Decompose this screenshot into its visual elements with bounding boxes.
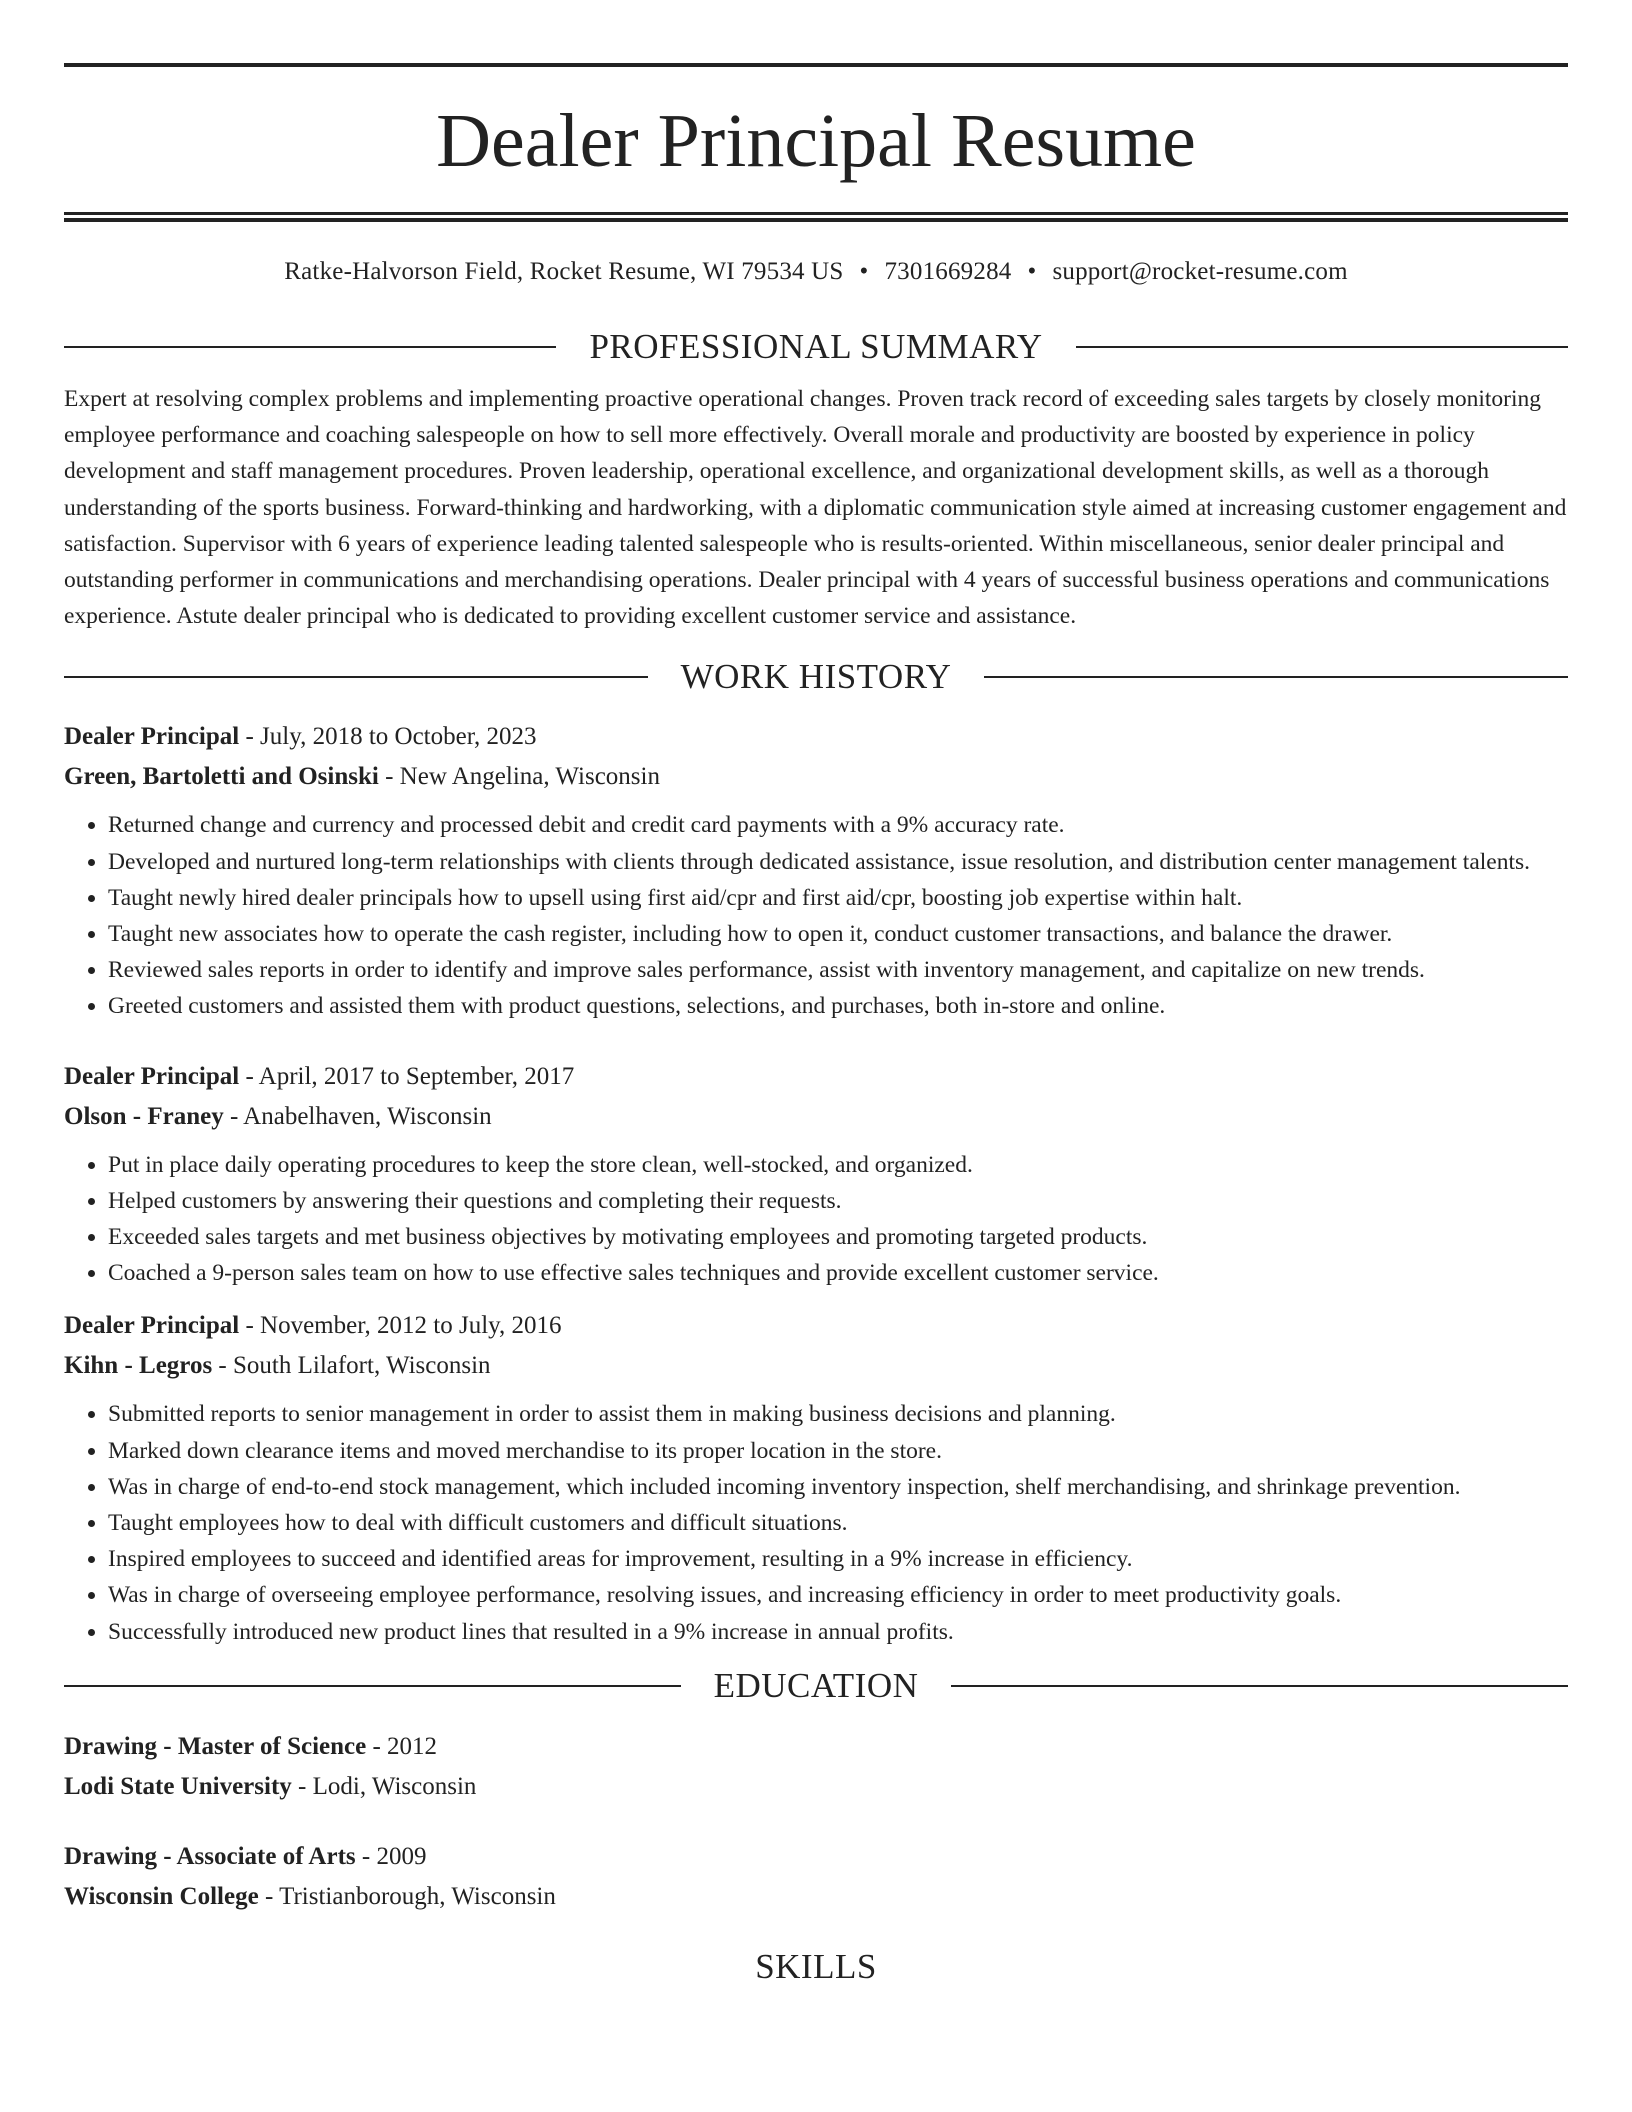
skills-heading	[64, 1945, 1568, 1989]
education-school-line	[64, 1767, 1568, 1807]
job-entry	[64, 1057, 1568, 1292]
job-company-line	[64, 1346, 1568, 1386]
education-location: - Lodi, Wisconsin	[291, 1772, 477, 1800]
education-school: Wisconsin College	[64, 1882, 259, 1910]
list-item: • Submitted reports to senior management in order to assist them in making business decisions and planning.	[108, 1396, 1568, 1432]
list-item: • Taught new associates how to operate the cash register, including how to open it, conduct customer transactions, and balance the drawer.	[108, 916, 1568, 952]
job-entry	[64, 717, 1568, 1024]
list-item: • Greeted customers and assisted them with product questions, selections, and purchases, both in-store and online.	[108, 988, 1568, 1024]
summary-text: Expert at resolving complex problems and implementing proactive operational changes. Proven track record of exceeding sales targets by closely monitoring employee performance and coaching salespeople on how to sell more effectively. Overall morale and productivity are boosted by experience in policy development and staff management procedures. Proven leadership, operational excellence, and organizational development skills, as well as a thorough understanding of the sports business. Forward-thinking and hardworking, with a diplomatic communication style aimed at increasing customer engagement and satisfaction. Supervisor with 6 years of experience leading talented salespeople who is results-oriented. Within miscellaneous, senior dealer principal and outstanding performer in communications and merchandising operations. Dealer principal with 4 years of successful business operations and communications experience. Astute dealer principal who is dedicated to providing excellent customer service and assistance.	[64, 386, 1567, 630]
list-item: • Was in charge of end-to-end stock management, which included incoming inventory inspection, shelf merchandising, and shrinkage prevention.	[108, 1469, 1568, 1505]
summary-heading	[64, 325, 1568, 369]
job-bullets	[64, 1396, 1568, 1649]
job-dates: - July, 2018 to October, 2023	[239, 723, 537, 751]
contact-separator: •	[1027, 258, 1037, 285]
education-degree: Drawing - Associate of Arts	[64, 1842, 356, 1870]
job-title: Dealer Principal	[64, 723, 240, 751]
skills-heading-label: SKILLS	[755, 1946, 877, 1986]
job-title: Dealer Principal	[64, 1312, 240, 1340]
list-item: • Taught newly hired dealer principals how to upsell using first aid/cpr and first aid/cpr, boosting job expertise within halt.	[108, 880, 1568, 916]
education-degree-line	[64, 1837, 1568, 1877]
work-history-heading	[64, 655, 1568, 699]
contact-line	[64, 254, 1568, 290]
education-location: - Tristianborough, Wisconsin	[258, 1882, 556, 1910]
resume-title: Dealer Principal Resume	[436, 99, 1196, 183]
job-title-line	[64, 1306, 1568, 1346]
job-entry	[64, 1306, 1568, 1649]
education-entry	[64, 1837, 1568, 1917]
job-location: - New Angelina, Wisconsin	[378, 763, 660, 791]
heading-rule-left	[64, 1685, 681, 1687]
heading-rule-right	[951, 1685, 1568, 1687]
contact-email: support@rocket-resume.com	[1052, 258, 1348, 285]
heading-rule-left	[64, 346, 556, 348]
list-item: • Coached a 9-person sales team on how to use effective sales techniques and provide excellent customer service.	[108, 1255, 1568, 1291]
job-title-line	[64, 717, 1568, 757]
summary-heading-label: PROFESSIONAL SUMMARY	[589, 327, 1043, 366]
list-item: • Developed and nurtured long-term relationships with clients through dedicated assistance, issue resolution, and distribution center management talents.	[108, 844, 1568, 880]
education-entry	[64, 1727, 1568, 1807]
education-year: - 2009	[355, 1842, 427, 1870]
list-item: • Inspired employees to succeed and identified areas for improvement, resulting in a 9% increase in efficiency.	[108, 1541, 1568, 1577]
education-heading-label: EDUCATION	[713, 1665, 919, 1705]
work-history-heading-label: WORK HISTORY	[680, 657, 952, 697]
education-heading	[64, 1664, 1568, 1708]
list-item: • Reviewed sales reports in order to identify and improve sales performance, assist with inventory management, and capitalize on new trends.	[108, 952, 1568, 988]
job-company-line	[64, 1097, 1568, 1137]
list-item: • Exceeded sales targets and met business objectives by motivating employees and promoting targeted products.	[108, 1219, 1568, 1255]
job-bullets	[64, 807, 1568, 1024]
education-year: - 2012	[366, 1732, 438, 1760]
education-school-line	[64, 1877, 1568, 1917]
education-degree-line	[64, 1727, 1568, 1767]
resume-page	[64, 0, 1568, 1989]
contact-separator: •	[859, 258, 869, 285]
education-school: Lodi State University	[64, 1772, 292, 1800]
heading-rule-right	[984, 676, 1568, 678]
top-rule	[64, 63, 1568, 67]
job-company: Kihn - Legros	[64, 1352, 213, 1380]
list-item: • Helped customers by answering their questions and completing their requests.	[108, 1183, 1568, 1219]
education-degree: Drawing - Master of Science	[64, 1732, 367, 1760]
list-item: • Returned change and currency and processed debit and credit card payments with a 9% accuracy rate.	[108, 807, 1568, 843]
list-item: • Was in charge of overseeing employee performance, resolving issues, and increasing efficiency in order to meet productivity goals.	[108, 1577, 1568, 1613]
job-title-line	[64, 1057, 1568, 1097]
list-item: • Taught employees how to deal with difficult customers and difficult situations.	[108, 1505, 1568, 1541]
job-company: Green, Bartoletti and Osinski	[64, 763, 379, 791]
contact-address: Ratke-Halvorson Field, Rocket Resume, WI 79534 US	[284, 258, 844, 285]
list-item: • Put in place daily operating procedures to keep the store clean, well-stocked, and organized.	[108, 1147, 1568, 1183]
job-company-line	[64, 757, 1568, 797]
list-item: • Marked down clearance items and moved merchandise to its proper location in the store.	[108, 1433, 1568, 1469]
job-location: - South Lilafort, Wisconsin	[212, 1352, 491, 1380]
job-title: Dealer Principal	[64, 1062, 240, 1090]
job-company: Olson - Franey	[64, 1102, 224, 1130]
job-location: - Anabelhaven, Wisconsin	[223, 1102, 492, 1130]
contact-phone: 7301669284	[884, 258, 1012, 285]
heading-rule-left	[64, 676, 648, 678]
job-dates: - November, 2012 to July, 2016	[239, 1312, 562, 1340]
heading-rule-right	[1076, 346, 1568, 348]
list-item: • Successfully introduced new product lines that resulted in a 9% increase in annual profits.	[108, 1614, 1568, 1650]
job-bullets	[64, 1147, 1568, 1292]
job-dates: - April, 2017 to September, 2017	[239, 1062, 575, 1090]
title-double-rule	[64, 212, 1568, 222]
